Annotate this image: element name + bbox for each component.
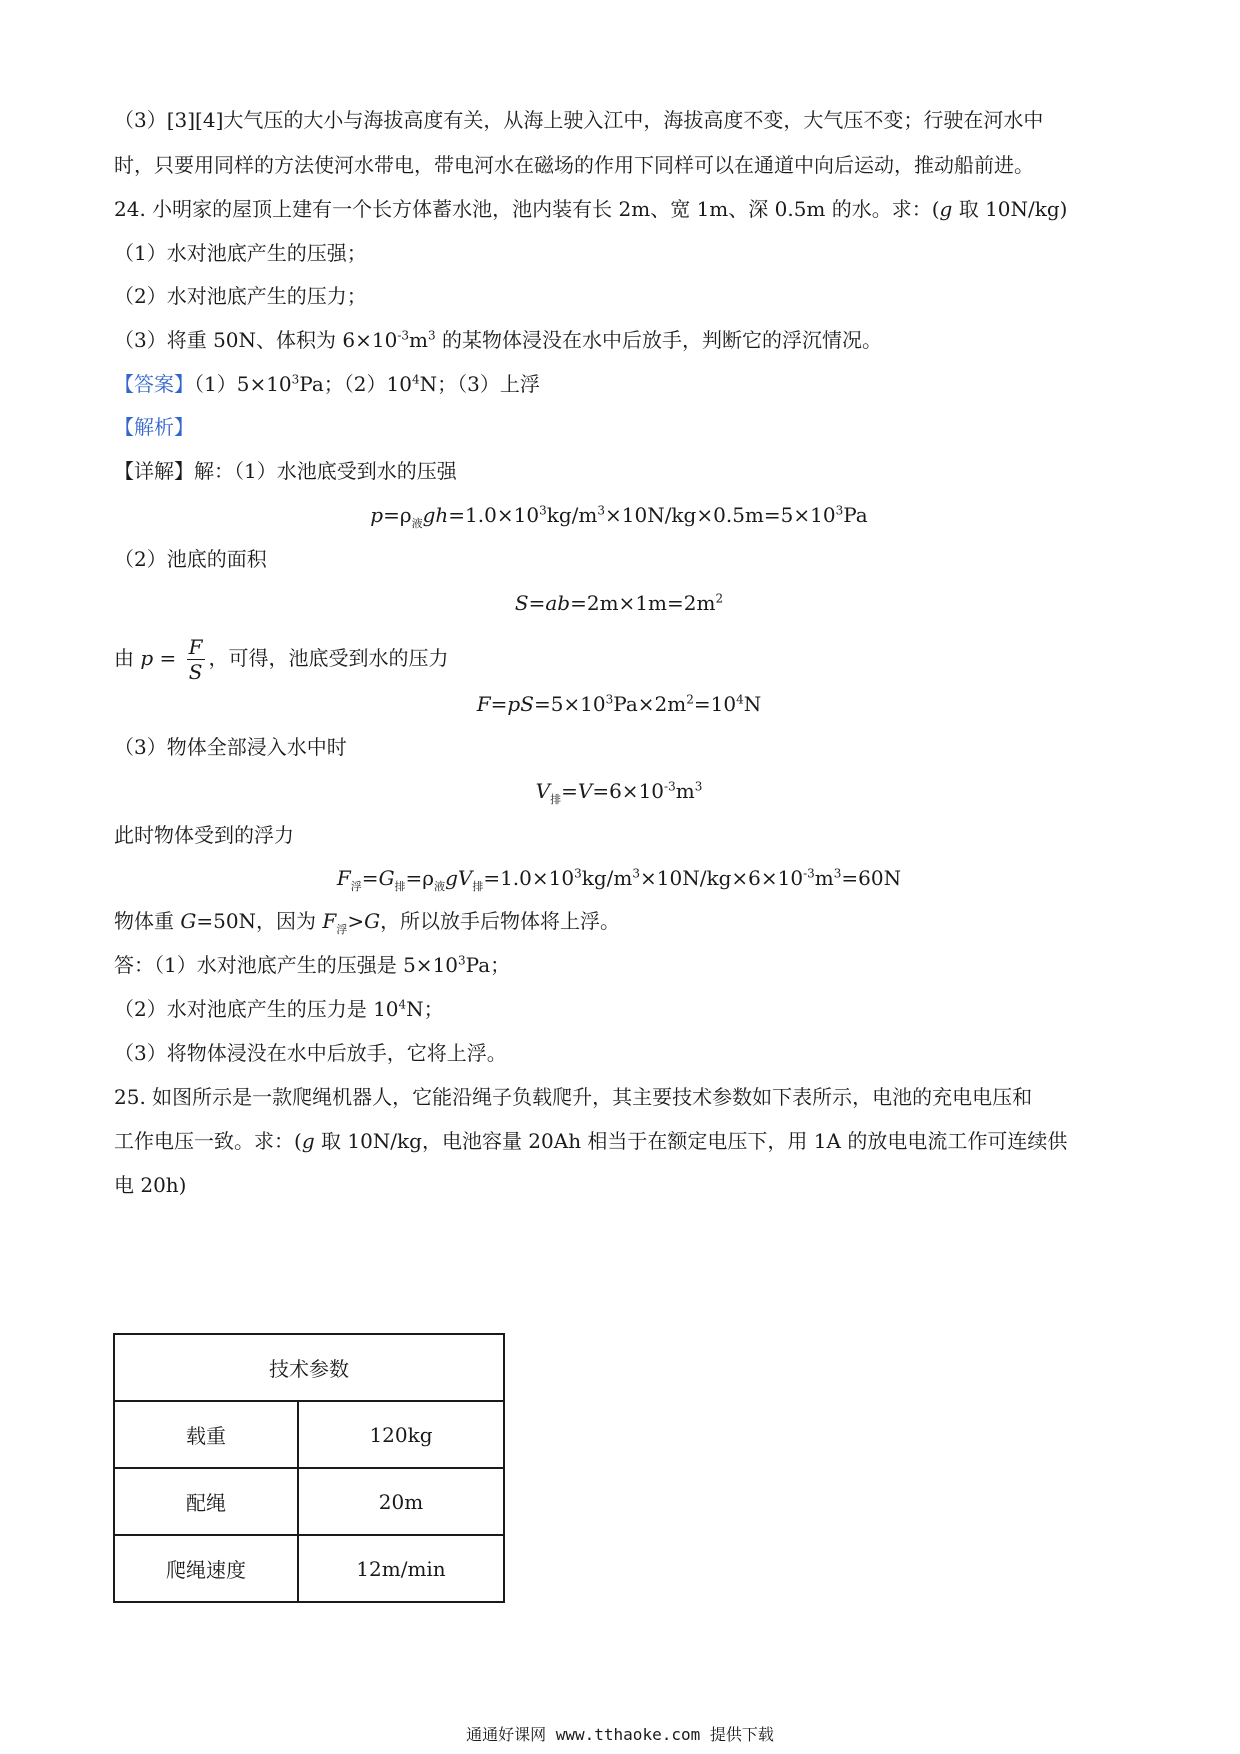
equation-force: $F=pS=5\times 10^3Pa\times 2m^2=10^4N$: [476, 692, 762, 716]
table-row: [114, 1468, 504, 1535]
page-footer: 通通好课网 www.tthaoke.com 提供下载: [466, 1725, 774, 1744]
q25-line-1: 25. 如图所示是一款爬绳机器人，它能沿绳子负载爬升，其主要技术参数如下表所示，电池的充电电压和: [114, 1085, 1033, 1109]
q24-sub-3: （3）将重 50N、体积为 $6\times 10^{-3}m^3$ 的某物体浸没在水中后放手，判断它的浮沉情况。: [114, 328, 882, 352]
equation-buoyancy: $F_浮=G_排=\rho_液gV_排=1.0\times 10^3kg/m^3\times 10N/kg\times 6\times 10^{-3}m^3=60N$: [336, 866, 902, 893]
table-value-cell: 12m/min: [298, 1535, 504, 1602]
equation-area: $S=ab=2m\times 1m=2m^2$: [514, 591, 724, 615]
answer-tag: 【答案】: [114, 372, 194, 396]
q23-line-2: 时，只要用同样的方法使河水带电，带电河水在磁场的作用下同样可以在通道中向后运动，推动船前进。: [114, 153, 1034, 177]
equation-pressure: $p=\rho_液gh=1.0\times 10^3kg/m^3\times 10N/kg\times 0.5m=5\times 10^3Pa$: [370, 503, 868, 530]
tech-params-table: [113, 1333, 505, 1603]
step-3-line: （3）物体全部浸入水中时: [114, 735, 347, 759]
pressure-fraction: $\frac{F}{S}$: [188, 635, 203, 684]
analysis-line: [114, 413, 1124, 441]
table-row: [114, 1401, 504, 1468]
table-row: [114, 1535, 504, 1602]
fraction-line: 由 p = $\frac{F}{S}$ ，可得，池底受到水的压力: [114, 635, 449, 684]
final-answer-2: （2）水对池底产生的压力是 $10^4N$；: [114, 997, 444, 1021]
table-value-cell: 20m: [298, 1468, 504, 1535]
q23-line-1: （3）[3][4]大气压的大小与海拔高度有关，从海上驶入江中，海拔高度不变，大气压不变；行驶在河水中: [114, 108, 1044, 132]
analysis-tag: 【解析】: [114, 415, 194, 439]
answer-line: 【答案】$(1)5\times 10^3Pa$；$(2)10^4N$；（3）上浮: [114, 372, 540, 396]
buoyancy-line: 此时物体受到的浮力: [114, 823, 294, 847]
table-header: 技术参数: [114, 1334, 504, 1401]
q24-sub-1: （1）水对池底产生的压强；: [114, 241, 367, 265]
final-answer-3: （3）将物体浸没在水中后放手，它将上浮。: [114, 1041, 507, 1065]
q25-line-3: 电 20h): [114, 1173, 187, 1197]
detail-line: 【详解】解：（1）水池底受到水的压强: [114, 459, 457, 483]
q24-stem: 24. 小明家的屋顶上建有一个长方体蓄水池，池内装有长 2m、宽 1m、深 0.5m 的水。求：(g 取 10N/kg): [114, 197, 1068, 221]
table-value-cell: 120kg: [298, 1401, 504, 1468]
table-label-cell: 爬绳速度: [114, 1535, 298, 1602]
weight-line: 物体重 G=50N，因为 $F_浮>G$，所以放手后物体将上浮。: [114, 909, 621, 936]
table-header-row: [114, 1334, 504, 1401]
table-label-cell: 配绳: [114, 1468, 298, 1535]
final-answer-1: 答：（1）水对池底产生的压强是 $5\times 10^3Pa$；: [114, 953, 511, 977]
equation-volume: $V_排=V=6\times 10^{-3}m^3$: [535, 779, 703, 806]
q24-sub-2: （2）水对池底产生的压力；: [114, 284, 367, 308]
q25-line-2: 工作电压一致。求：(g 取 10N/kg，电池容量 20Ah 相当于在额定电压下，用 1A 的放电电流工作可连续供: [114, 1129, 1068, 1153]
table-label-cell: 载重: [114, 1401, 298, 1468]
step-2-line: （2）池底的面积: [114, 547, 267, 571]
